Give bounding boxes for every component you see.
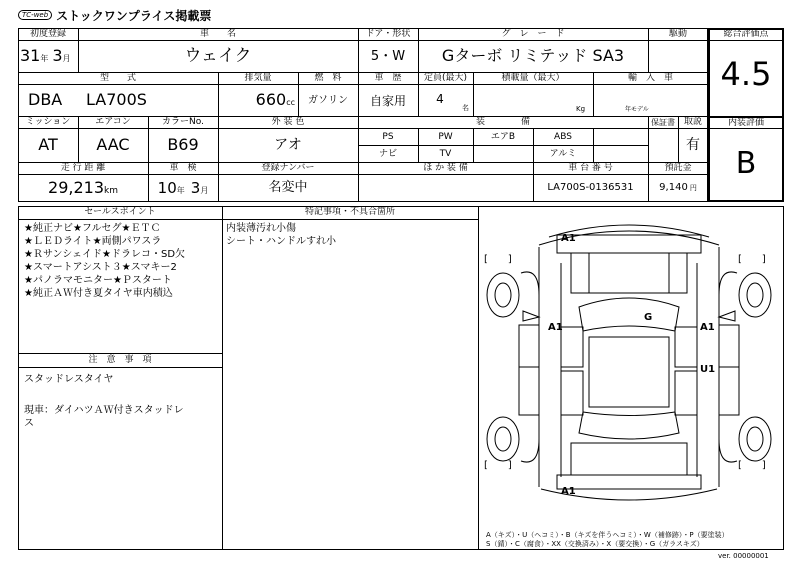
first-reg-value: [20, 44, 78, 68]
mission-label: ミッション: [25, 117, 71, 127]
equip-alumi: アルミ: [549, 149, 577, 159]
equip-navi: ナビ: [378, 149, 397, 159]
caution-line: スタッドレスタイヤ: [24, 374, 114, 385]
damage-mark: A1: [561, 486, 576, 497]
equip-airbag: エアB: [490, 132, 516, 142]
mission-value: AT: [38, 135, 58, 154]
first-reg-month: 3: [52, 46, 63, 65]
color-no-label: カラーNo.: [162, 117, 204, 127]
mileage-unit: km: [104, 186, 118, 196]
recycle-unit: 円: [689, 184, 697, 192]
damage-mark: A1: [700, 322, 715, 333]
damage-mark: A1: [548, 322, 563, 333]
car-name-value: ウェイク: [184, 46, 252, 66]
shaken-year: 10: [157, 179, 177, 197]
interior-score-label: 内装評価: [727, 118, 764, 128]
mileage-value: [18, 177, 148, 202]
fuel-label: 燃 料: [314, 73, 342, 83]
first-reg-label: 初度登録: [29, 29, 66, 39]
recycle-value: [648, 181, 708, 195]
header: [18, 6, 211, 24]
damage-legend-line: S（錆）・C（腐食）・XX（交換済み）・X（要交換）・G（ガラスキズ）: [486, 540, 704, 548]
recycle-label: 預託金: [664, 163, 692, 173]
interior-score-value: B: [735, 146, 757, 181]
door-shape-value: 5・W: [370, 49, 406, 64]
total-score-label: 総合評価点: [723, 29, 769, 39]
model-label: 型 式: [99, 73, 136, 83]
plate-value: 名変中: [268, 180, 308, 195]
remark-line: 内装薄汚れ小傷: [226, 223, 296, 234]
damage-legend-line: A（キズ）・U（ヘコミ）・B（キズを伴うヘコミ）・W（補修跡）・P（要塗装）: [486, 531, 729, 539]
load-unit: Kg: [576, 105, 586, 113]
equip-abs: ABS: [554, 132, 572, 142]
tire-bracket: [ ]: [484, 254, 512, 265]
shaken-label: 車 検: [169, 163, 197, 173]
sales-point-line: ★Ｒサンシェイド★ドラレコ・SD欠: [24, 249, 186, 260]
mileage-number: 29,213: [48, 178, 104, 197]
equipment-label: 装 備: [475, 117, 530, 127]
color-no-value: B69: [167, 135, 199, 154]
caution-line: 現車：ダイハツＡＷ付きスタッドレ: [24, 405, 184, 416]
plate-label: 登録ナンバー: [261, 163, 315, 173]
sales-points-label: セールスポイント: [84, 207, 156, 217]
damage-mark: G: [644, 312, 653, 323]
import-label: 輸 入 車: [627, 73, 673, 83]
sales-point-line: ★スマートアシスト３★スマキー2: [24, 262, 177, 273]
first-reg-year-unit: 年: [40, 54, 49, 63]
door-shape-label: ドア・形状: [365, 29, 411, 39]
chassis-label: 車 台 番 号: [568, 163, 613, 173]
model-value: LA700S: [86, 90, 147, 109]
other-equip-label: ほ か 装 備: [423, 163, 468, 173]
history-value: 自家用: [369, 94, 406, 108]
fuel-value: ガソリン: [308, 95, 348, 106]
mileage-label: 走 行 距 離: [60, 163, 106, 173]
caution-label: 注 意 事 項: [88, 355, 152, 365]
load-label: 積載量（最大）: [501, 73, 565, 83]
history-label: 車 歴: [374, 73, 402, 83]
model-year-unit: 年モデル: [625, 106, 649, 113]
aircon-label: エアコン: [95, 117, 131, 127]
sales-point-line: ★純正ナビ★フルセグ★ＥＴＣ: [24, 223, 161, 234]
chassis-value: LA700S-0136531: [547, 182, 634, 193]
exterior-value: アオ: [274, 137, 302, 153]
shaken-month-unit: 月: [200, 186, 209, 195]
sales-point-line: ★ＬＥＤライト★両側パワスラ: [24, 236, 162, 247]
car-name-label: 車 名: [199, 29, 236, 39]
remarks-label: 特記事項・不具合箇所: [304, 207, 395, 217]
first-reg-year: 31: [20, 46, 41, 65]
page-title: ストックワンプライス掲載票: [56, 8, 212, 23]
total-score-value: 4.5: [720, 55, 772, 93]
drive-label: 駆動: [668, 29, 687, 39]
damage-mark: U1: [700, 364, 716, 375]
shaken-value: [148, 177, 218, 202]
exterior-label: 外 装 色: [271, 117, 305, 127]
tire-bracket: [ ]: [484, 460, 512, 471]
capacity-value: 4: [436, 92, 444, 106]
tire-bracket: [ ]: [738, 460, 766, 471]
sales-point-line: ★パノラマモニター★Ｐスタート: [24, 275, 172, 286]
manual-label: 取説: [683, 117, 702, 127]
remark-line: シート・ハンドルすれ小: [226, 236, 336, 247]
displacement-value: [218, 89, 298, 114]
shaken-month: 3: [190, 179, 201, 197]
capacity-unit: 名: [462, 104, 469, 112]
tire-bracket: [ ]: [738, 254, 766, 265]
recycle-number: 9,140: [659, 182, 688, 193]
damage-mark: A1: [561, 233, 576, 244]
sales-point-line: ★純正ＡＷ付き夏タイヤ車内積込: [24, 288, 173, 299]
grade-value: Gターボ リミテッド SA3: [441, 46, 625, 65]
caution-line: ス: [24, 418, 34, 429]
first-reg-month-unit: 月: [62, 54, 71, 63]
aircon-value: AAC: [96, 135, 130, 154]
displacement-unit: cc: [286, 98, 295, 107]
model-prefix: DBA: [28, 90, 63, 109]
capacity-label: 定員(最大): [423, 73, 468, 83]
grade-label: グ レ ー ド: [501, 29, 565, 39]
equip-pw: PW: [438, 132, 453, 142]
brand-logo: TC-web: [18, 10, 52, 20]
warranty-label: 保証書: [651, 118, 675, 127]
equip-tv: TV: [439, 149, 452, 159]
displacement-label: 排気量: [244, 73, 272, 83]
version-label: ver. 00000001: [718, 552, 769, 560]
equip-ps: PS: [382, 132, 394, 142]
shaken-year-unit: 年: [176, 186, 185, 195]
manual-value: 有: [686, 137, 700, 153]
displacement-number: 660: [255, 90, 287, 109]
